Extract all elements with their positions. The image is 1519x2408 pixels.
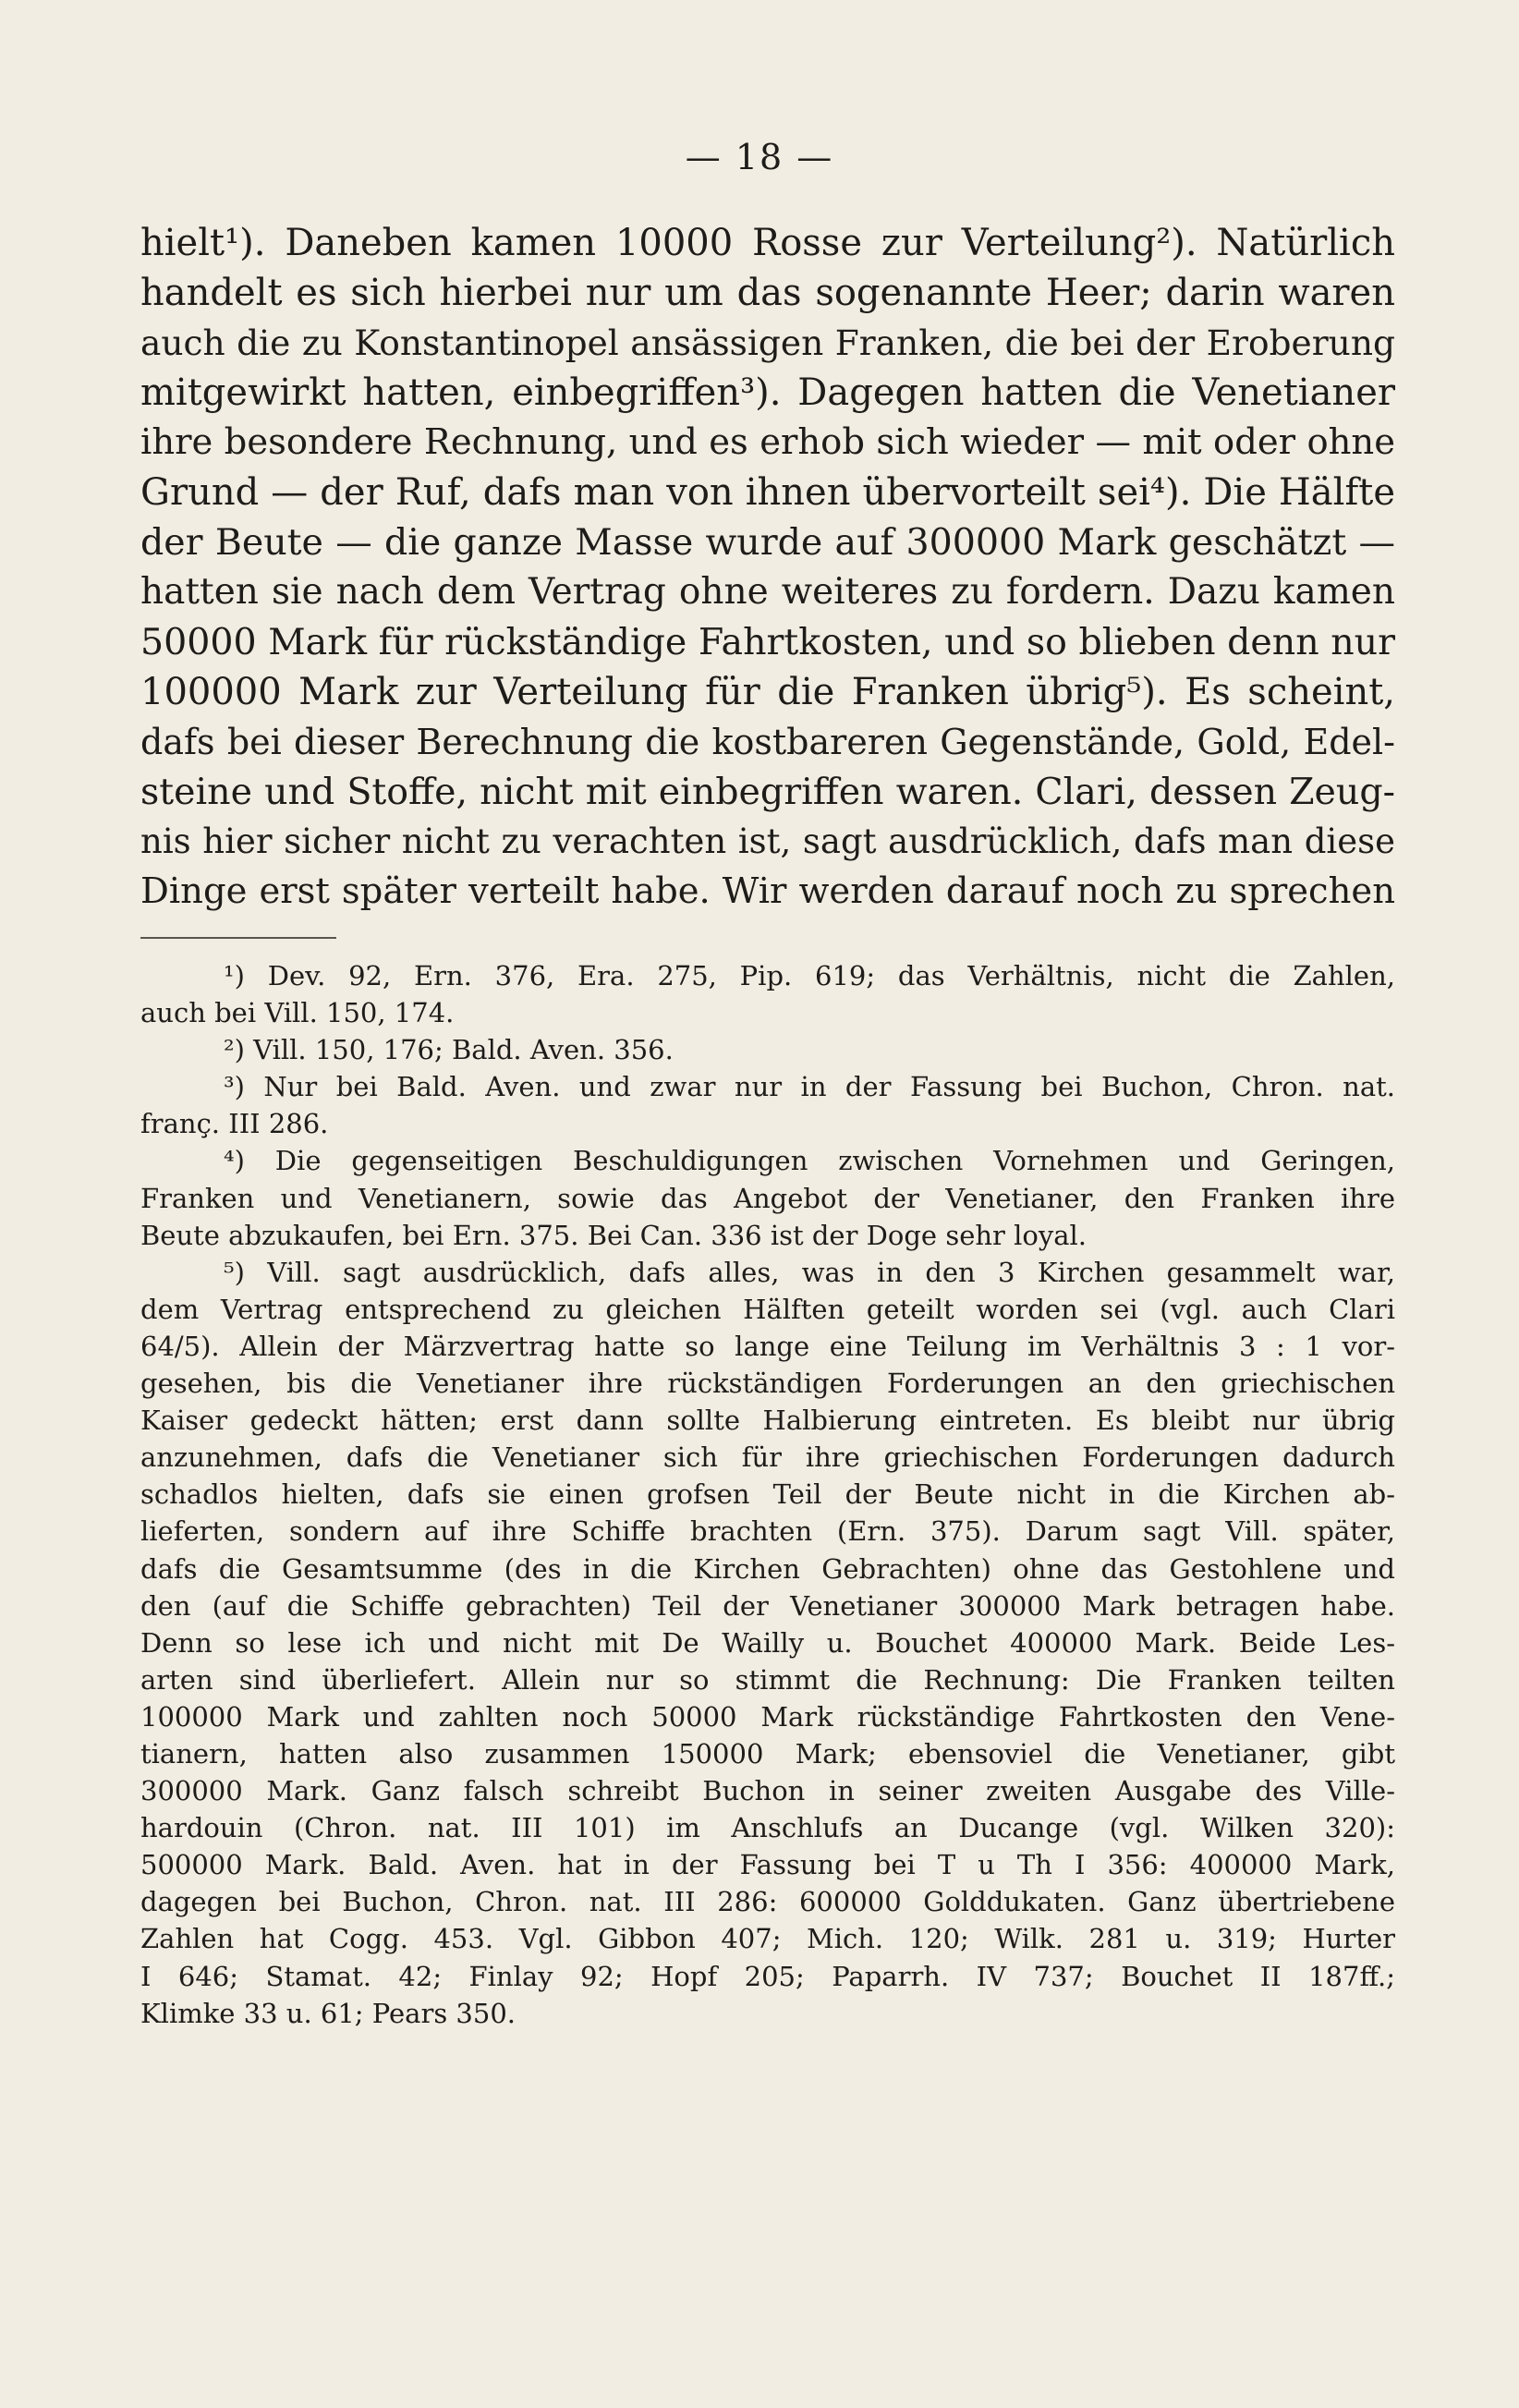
- footnote-line: gesehen, bis die Venetianer ihre rückständigen Forderungen an den griechischen: [140, 1368, 1395, 1400]
- footnote-line: dafs die Gesamtsumme (des in die Kirchen Gebrachten) ohne das Gestohlene und: [140, 1552, 1395, 1585]
- text-line: nis hier sicher nicht zu verachten ist, sagt ausdrücklich, dafs man diese: [140, 821, 1395, 861]
- text-line: dafs bei dieser Berechnung die kostbareren Gegenstände, Gold, Edel-: [140, 722, 1395, 762]
- footnote-line: ⁴) Die gegenseitigen Beschuldigungen zwischen Vornehmen und Geringen,: [224, 1145, 1395, 1177]
- footnote-1: [140, 957, 1395, 1031]
- footnote-line: Klimke 33 u. 61; Pears 350.: [140, 1997, 516, 2029]
- text-line: handelt es sich hierbei nur um das sogenannte Heer; darin waren: [140, 272, 1395, 314]
- text-line: 100000 Mark zur Verteilung für die Franken übrig⁵). Es scheint,: [140, 671, 1395, 713]
- footnote-3: [140, 1068, 1395, 1142]
- footnote-line: 300000 Mark. Ganz falsch schreibt Buchon in seiner zweiten Ausgabe des Ville-: [140, 1775, 1395, 1807]
- footnote-line: arten sind überliefert. Allein nur so stimmt die Rechnung: Die Franken teilten: [140, 1663, 1395, 1696]
- text-line: hielt¹). Daneben kamen 10000 Rosse zur Verteilung²). Natürlich: [140, 222, 1395, 264]
- text-line: mitgewirkt hatten, einbegriffen³). Dagegen hatten die Venetianer: [140, 371, 1395, 414]
- footnote-line: 500000 Mark. Bald. Aven. hat in der Fassung bei T u Th I 356: 400000 Mark,: [140, 1849, 1395, 1881]
- footnote-line: schadlos hielten, dafs sie einen grofsen Teil der Beute nicht in die Kirchen ab-: [140, 1478, 1395, 1511]
- footnote-line: Zahlen hat Cogg. 453. Vgl. Gibbon 407; Mich. 120; Wilk. 281 u. 319; Hurter: [140, 1923, 1395, 1955]
- text-line: steine und Stoffe, nicht mit einbegriffen waren. Clari, dessen Zeug-: [140, 771, 1395, 813]
- footnote-line: I 646; Stamat. 42; Finlay 92; Hopf 205; Paparrh. IV 737; Bouchet II 187ff.;: [140, 1960, 1395, 1992]
- footnote-line: tianern, hatten also zusammen 150000 Mark; ebensoviel die Venetianer, gibt: [140, 1737, 1395, 1770]
- footnote-line: ²) Vill. 150, 176; Bald. Aven. 356.: [224, 1034, 674, 1066]
- page-number: — 18 —: [685, 137, 834, 177]
- footnotes: [140, 957, 1395, 2032]
- footnote-line: ³) Nur bei Bald. Aven. und zwar nur in der Fassung bei Buchon, Chron. nat.: [224, 1071, 1395, 1103]
- text-line: ihre besondere Rechnung, und es erhob sich wieder — mit oder ohne: [140, 421, 1395, 463]
- text-line: Dinge erst später verteilt habe. Wir werden darauf noch zu sprechen: [140, 870, 1395, 912]
- footnote-4: [140, 1142, 1395, 1253]
- footnote-2: [140, 1031, 1395, 1068]
- footnote-line: franç. III 286.: [140, 1108, 329, 1140]
- text-line: Grund — der Ruf, dafs man von ihnen übervorteilt sei⁴). Die Hälfte: [140, 471, 1395, 514]
- footnote-5: [140, 1254, 1395, 2032]
- footnote-line: dem Vertrag entsprechend zu gleichen Hälften geteilt worden sei (vgl. auch Clari: [140, 1293, 1395, 1325]
- text-line: der Beute — die ganze Masse wurde auf 300000 Mark geschätzt —: [140, 521, 1395, 564]
- footnote-line: den (auf die Schiffe gebrachten) Teil der Venetianer 300000 Mark betragen habe.: [140, 1589, 1395, 1622]
- text-line: 50000 Mark für rückständige Fahrtkosten, und so blieben denn nur: [140, 621, 1395, 663]
- text-line: auch die zu Konstantinopel ansässigen Franken, die bei der Eroberung: [140, 322, 1395, 363]
- footnote-line: 100000 Mark und zahlten noch 50000 Mark rückständige Fahrtkosten den Vene-: [140, 1700, 1395, 1733]
- footnote-line: hardouin (Chron. nat. III 101) im Anschlufs an Ducange (vgl. Wilken 320):: [140, 1812, 1395, 1844]
- text-line: hatten sie nach dem Vertrag ohne weiteres zu fordern. Dazu kamen: [140, 571, 1395, 613]
- footnote-line: Franken und Venetianern, sowie das Angebot der Venetianer, den Franken ihre: [140, 1182, 1395, 1214]
- footnote-line: Denn so lese ich und nicht mit De Wailly u. Bouchet 400000 Mark. Beide Les-: [140, 1626, 1395, 1659]
- main-text: [140, 218, 1395, 917]
- footnote-line: Beute abzukaufen, bei Ern. 375. Bei Can. 336 ist der Doge sehr loyal.: [140, 1219, 1088, 1251]
- footnote-line: auch bei Vill. 150, 174.: [140, 997, 455, 1029]
- footnote-line: dagegen bei Buchon, Chron. nat. III 286: 600000 Golddukaten. Ganz übertriebene: [140, 1886, 1395, 1918]
- footnote-line: Kaiser gedeckt hätten; erst dann sollte Halbierung eintreten. Es bleibt nur übrig: [140, 1405, 1395, 1437]
- footnote-separator: [140, 937, 336, 939]
- footnote-line: 64/5). Allein der Märzvertrag hatte so lange eine Teilung im Verhältnis 3 : 1 vor-: [140, 1330, 1395, 1362]
- footnote-line: ¹) Dev. 92, Ern. 376, Era. 275, Pip. 619; das Verhältnis, nicht die Zahlen,: [224, 960, 1395, 991]
- footnote-line: anzunehmen, dafs die Venetianer sich für ihre griechischen Forderungen dadurch: [140, 1441, 1395, 1474]
- footnote-line: ⁵) Vill. sagt ausdrücklich, dafs alles, was in den 3 Kirchen gesammelt war,: [224, 1256, 1395, 1288]
- footnote-line: lieferten, sondern auf ihre Schiffe brachten (Ern. 375). Darum sagt Vill. später,: [140, 1515, 1395, 1548]
